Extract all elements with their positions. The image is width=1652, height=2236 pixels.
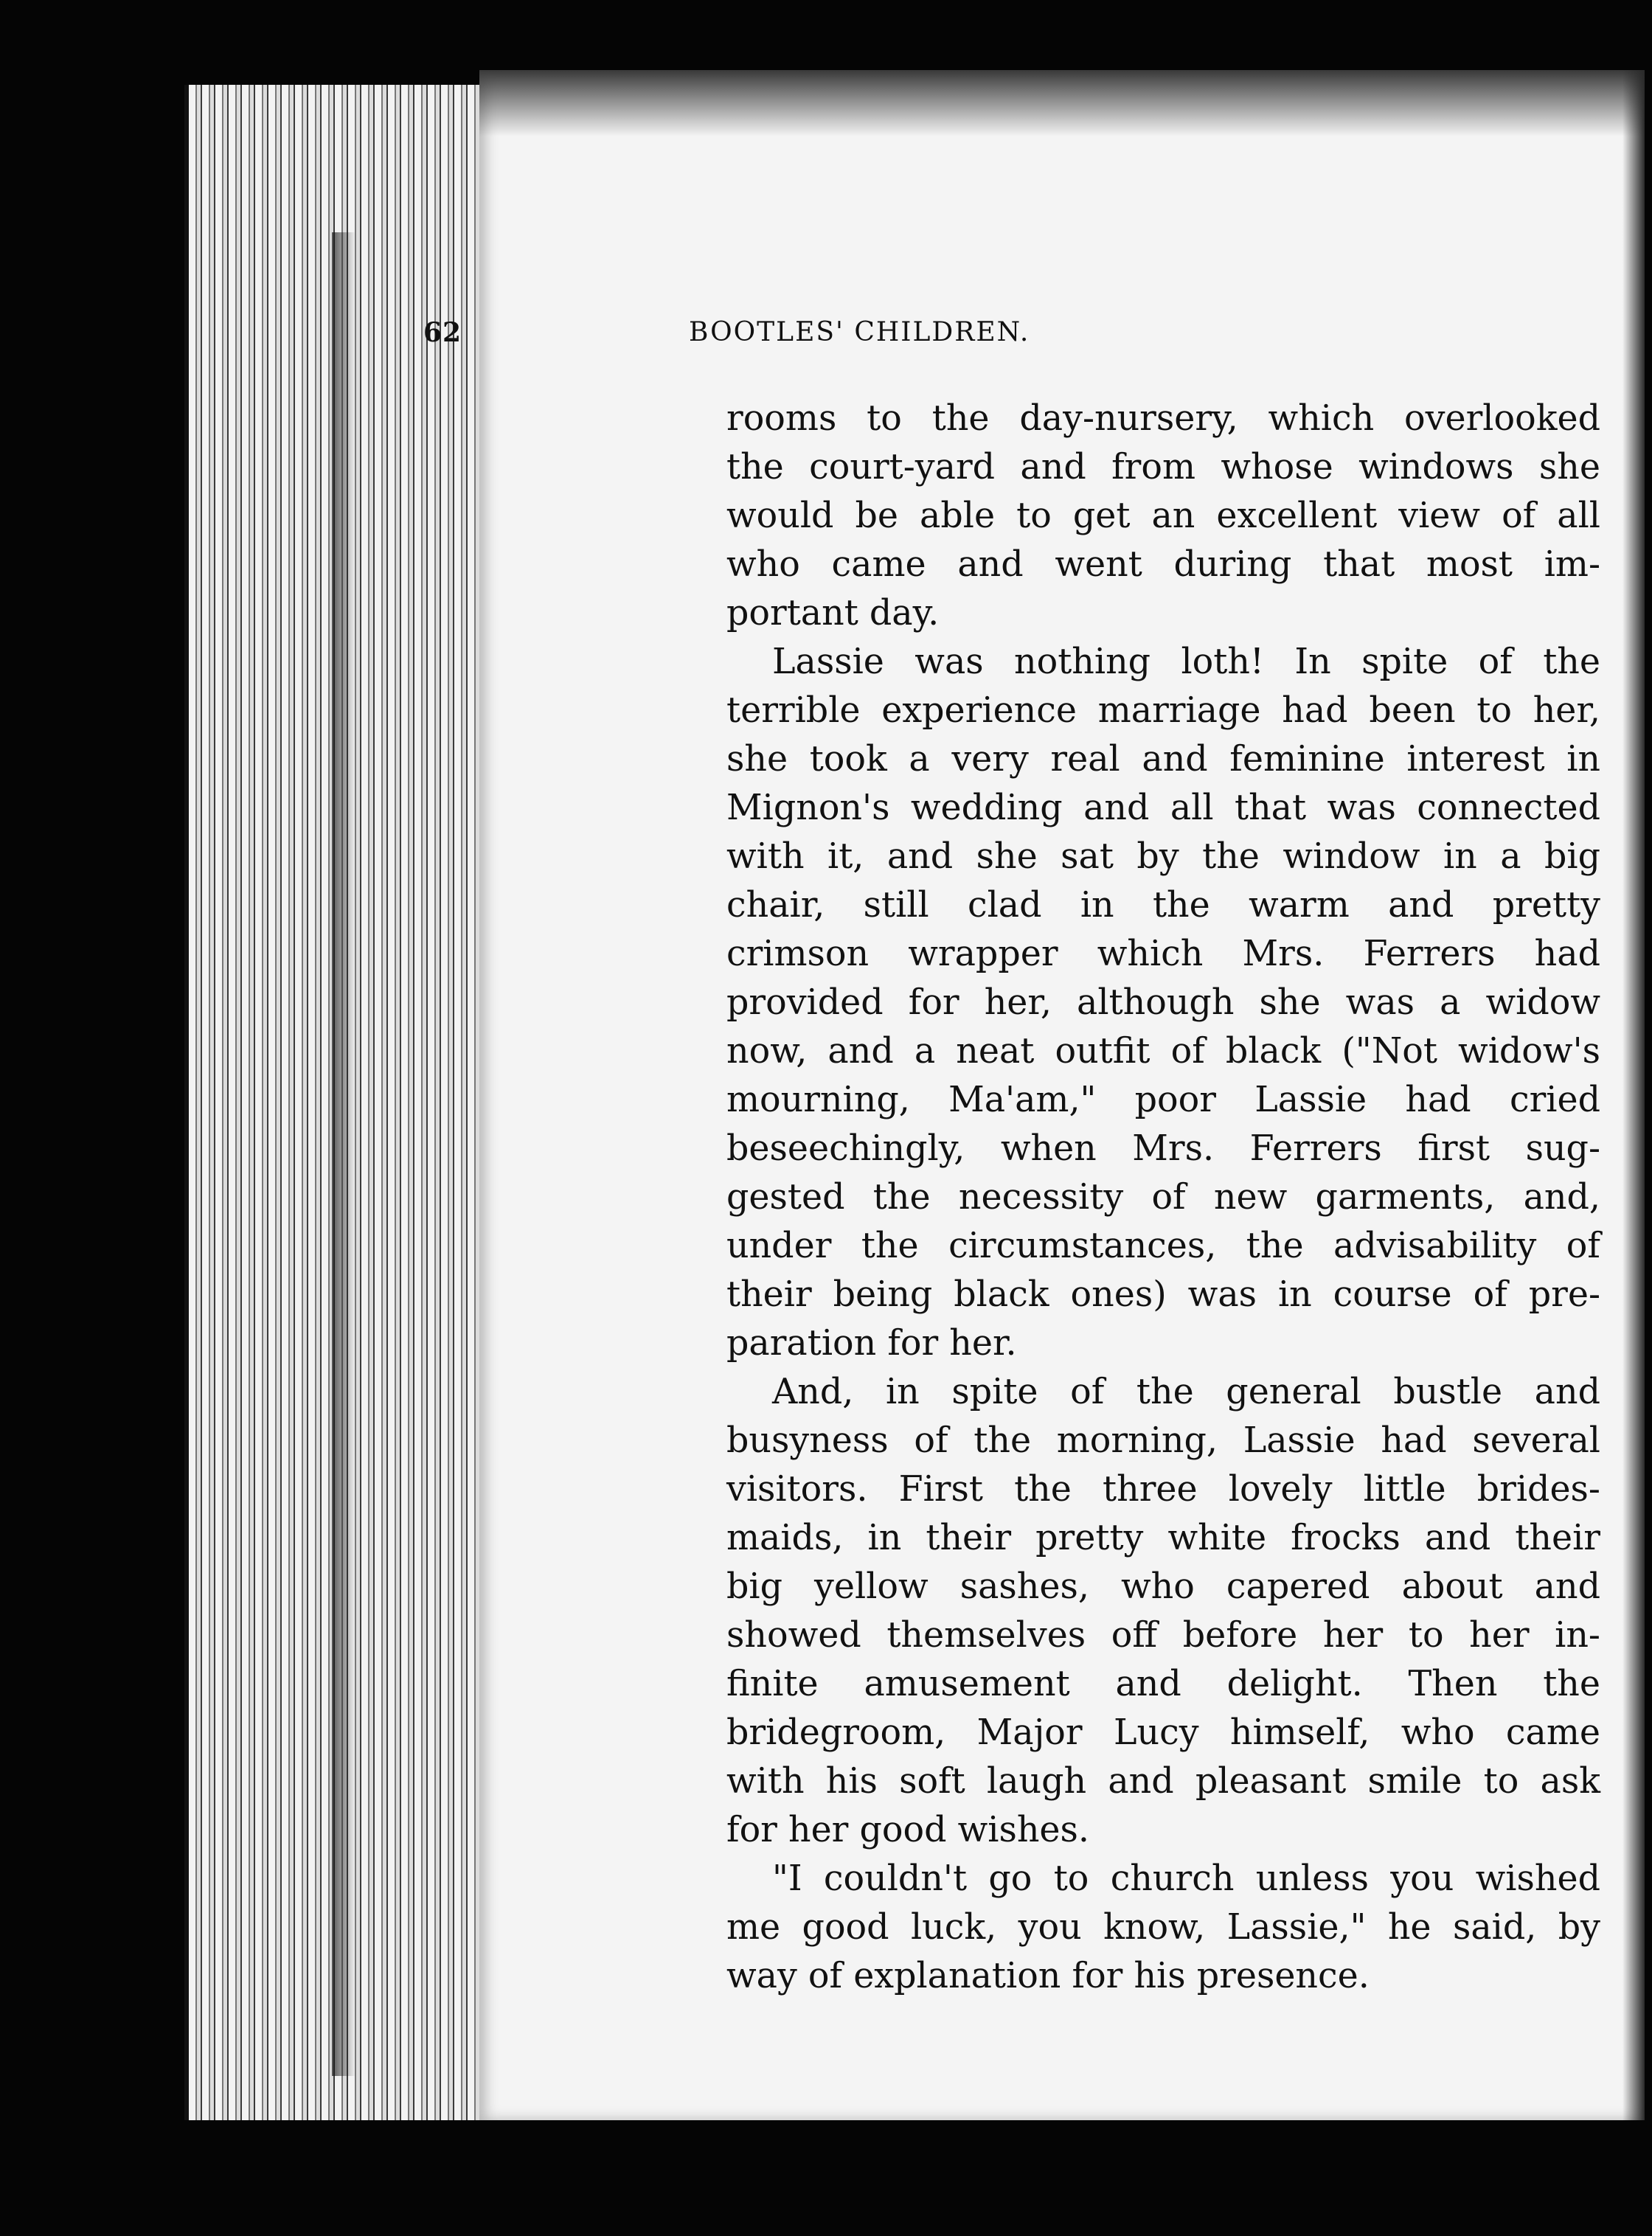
text-line: provided for her, although she was a widow: [726, 982, 1600, 1023]
text-line: portant day.: [726, 593, 940, 633]
text-line: way of explanation for his presence.: [726, 1956, 1370, 1996]
text-line: Mignon's wedding and all that was connected: [726, 788, 1600, 828]
text-line: mourning, Ma'am," poor Lassie had cried: [726, 1080, 1600, 1120]
text-line: And, in spite of the general bustle and: [772, 1372, 1600, 1412]
text-line: terrible experience marriage had been to her,: [726, 690, 1600, 731]
text-line: she took a very real and feminine interest in: [726, 739, 1600, 780]
text-line: for her good wishes.: [726, 1810, 1090, 1850]
page-edge-shadow: [332, 232, 361, 2076]
text-line: would be able to get an excellent view of all: [726, 496, 1600, 536]
text-line: showed themselves off before her to her in-: [726, 1615, 1600, 1656]
page-top-shade: [479, 70, 1645, 136]
text-line: with his soft laugh and pleasant smile to ask: [726, 1761, 1600, 1802]
page-number: 62: [423, 317, 462, 348]
text-line: rooms to the day-nursery, which overlooked: [726, 398, 1600, 439]
text-line: chair, still clad in the warm and pretty: [726, 885, 1600, 926]
text-line: finite amusement and delight. Then the: [726, 1664, 1600, 1704]
text-line: visitors. First the three lovely little brides-: [726, 1469, 1600, 1510]
text-line: gested the necessity of new garments, and,: [726, 1177, 1600, 1218]
text-line: busyness of the morning, Lassie had several: [726, 1420, 1600, 1461]
text-line: who came and went during that most im-: [726, 544, 1600, 585]
text-line: under the circumstances, the advisability of: [726, 1226, 1600, 1266]
text-line: Lassie was nothing loth! In spite of the: [772, 642, 1600, 682]
text-line: maids, in their pretty white frocks and their: [726, 1518, 1600, 1558]
page-right-shade: [1622, 70, 1645, 2120]
running-title: BOOTLES' CHILDREN.: [689, 317, 1030, 347]
text-line: with it, and she sat by the window in a big: [726, 836, 1600, 877]
text-line: bridegroom, Major Lucy himself, who came: [726, 1712, 1600, 1753]
text-line: their being black ones) was in course of pre-: [726, 1274, 1600, 1315]
text-line: beseechingly, when Mrs. Ferrers first sug-: [726, 1128, 1600, 1169]
text-line: now, and a neat outfit of black ("Not widow's: [726, 1031, 1600, 1072]
text-line: "I couldn't go to church unless you wished: [772, 1858, 1600, 1899]
body-text: [726, 395, 1600, 2001]
text-line: me good luck, you know, Lassie," he said, by: [726, 1907, 1600, 1948]
text-line: big yellow sashes, who capered about and: [726, 1566, 1600, 1607]
text-line: crimson wrapper which Mrs. Ferrers had: [726, 934, 1600, 974]
text-line: paration for her.: [726, 1323, 1017, 1364]
running-head: [423, 317, 1235, 361]
text-line: the court-yard and from whose windows she: [726, 447, 1600, 487]
